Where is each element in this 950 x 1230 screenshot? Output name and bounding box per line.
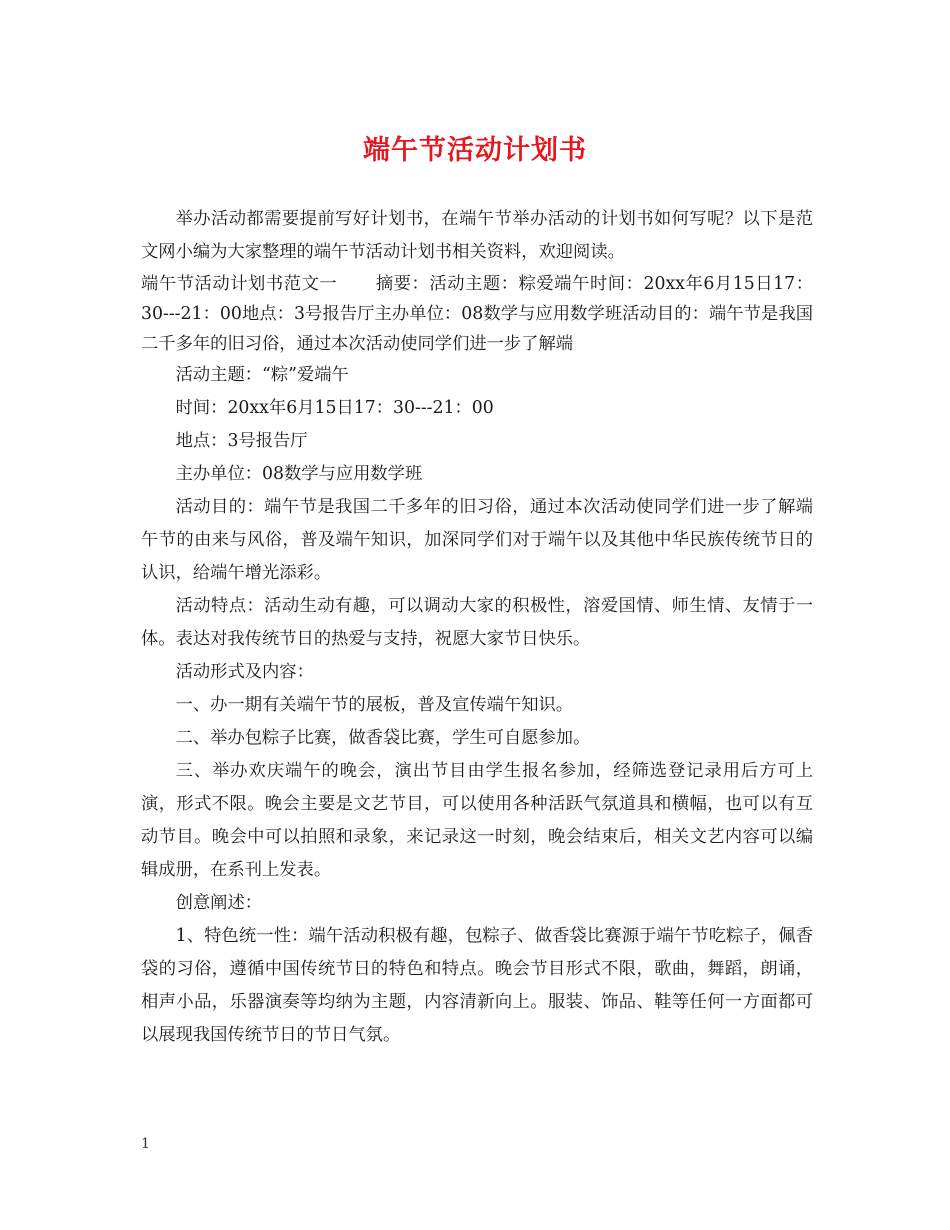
place-line: 地点：3号报告厅 bbox=[175, 431, 308, 451]
summary-label: 端午节活动计划书范文一 bbox=[141, 274, 338, 294]
list-item: 三、举办欢庆端午的晚会，演出节目由学生报名参加，经筛选登记录用后方可上演，形式不限。晚会主要是文艺节目，可以使用各种活跃气氛道具和横幅，也可以有互动节目。晚会中可以拍照和录象，来记录这一时刻，晚会结束后，相关文艺内容可以编辑成册，在系刊上发表。 bbox=[141, 761, 813, 880]
creative-heading: 创意阐述： bbox=[175, 893, 263, 913]
list-item: 一、办一期有关端午节的展板，普及宣传端午知识。 bbox=[175, 695, 574, 715]
theme-line: 活动主题：“粽”爱端午 bbox=[175, 365, 349, 385]
intro-paragraph: 举办活动都需要提前写好计划书，在端午节举办活动的计划书如何写呢？以下是范文网小编为大家整理的端午节活动计划书相关资料，欢迎阅读。 bbox=[141, 209, 813, 262]
purpose-paragraph: 活动目的：端午节是我国二千多年的旧习俗，通过本次活动使同学们进一步了解端午节的由来与风俗，普及端午知识，加深同学们对于端午以及其他中华民族传统节日的认识，给端午增光添彩。 bbox=[141, 497, 813, 583]
features-paragraph: 活动特点：活动生动有趣，可以调动大家的积极性，溶爱国情、师生情、友情于一体。表达对我传统节日的热爱与支持，祝愿大家节日快乐。 bbox=[141, 596, 813, 649]
organizer-line: 主办单位：08数学与应用数学班 bbox=[175, 464, 423, 484]
time-line: 时间：20xx年6月15日17：30---21：00 bbox=[175, 398, 494, 418]
document-title: 端午节活动计划书 bbox=[363, 135, 587, 166]
form-heading: 活动形式及内容： bbox=[175, 662, 314, 682]
page-number: 1 bbox=[141, 1136, 150, 1152]
summary-paragraph bbox=[141, 269, 813, 359]
document-body bbox=[141, 203, 813, 1052]
list-item: 二、举办包粽子比赛，做香袋比赛，学生可自愿参加。 bbox=[175, 728, 591, 748]
creative-paragraph: 1、特色统一性：端午活动积极有趣，包粽子、做香袋比赛源于端午节吃粽子，佩香袋的习俗，遵循中国传统节日的特色和特点。晚会节目形式不限，歌曲，舞蹈，朗诵，相声小品，乐器演奏等均纳为主题，内容清新向上。服装、饰品、鞋等任何一方面都可以展现我国传统节日的节日气氛。 bbox=[141, 926, 813, 1045]
summary-text: 摘要：活动主题：粽爱端午时间：20xx年6月15日17：30---21：00地点：3号报告厅主办单位：08数学与应用数学班活动目的：端午节是我国二千多年的旧习俗，通过本次活动使同学们进一步了解端 bbox=[141, 274, 813, 354]
